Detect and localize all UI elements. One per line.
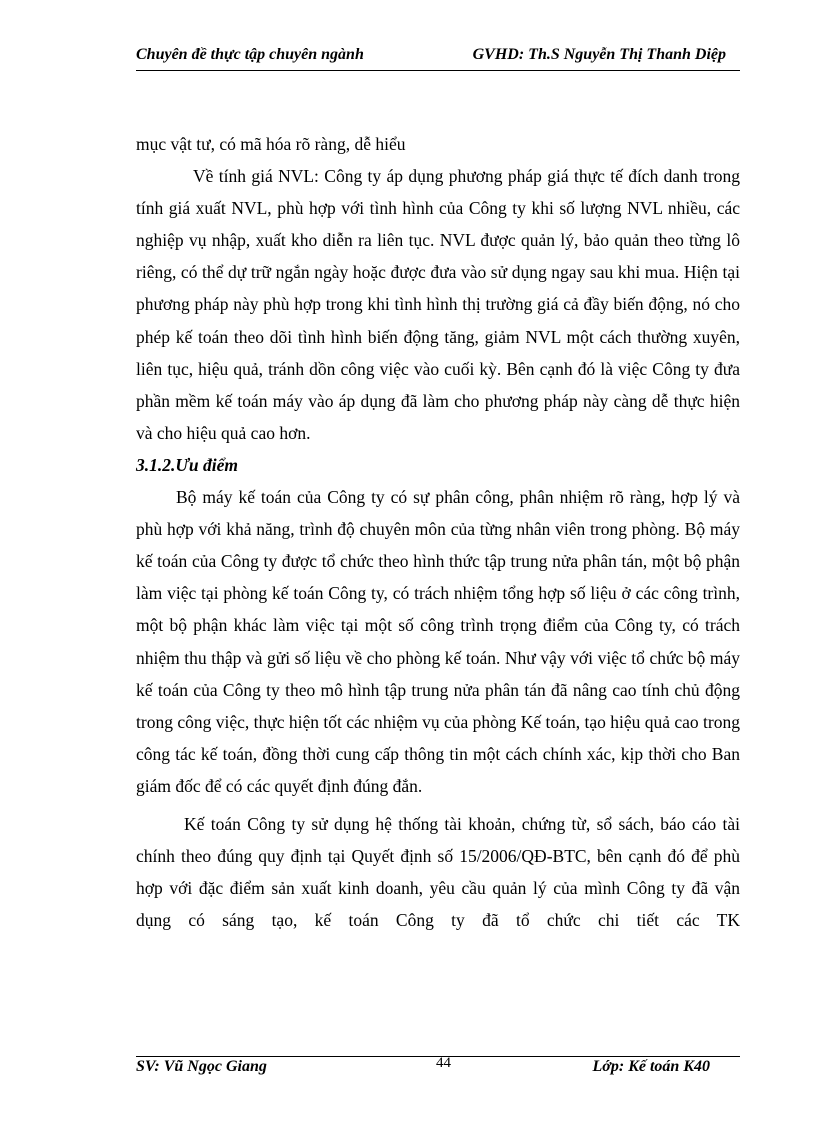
section-heading-advantages: 3.1.2.Ưu điểm [136,454,239,475]
page-number: 44 [436,1055,451,1071]
header-advisor: GVHD: Th.S Nguyễn Thị Thanh Diệp [472,46,726,63]
paragraph-accounting-structure: Bộ máy kế toán của Công ty có sự phân công, phân nhiệm rõ ràng, hợp lý và phù hợp với khả năng, trình độ chuyên môn của từng nhân viên trong phòng. Bộ máy kế toán của Công ty được tổ chức theo hình thức tập trung nửa phân tán, một bộ phận làm việc tại phòng kế toán Công ty, có trách nhiệm tổng hợp số liệu ở các công trình, một bộ phận khác làm việc tại một số công trình trọng điểm của Công ty, có trách nhiệm thu thập và gửi số liệu về cho phòng kế toán. Như vậy với việc tổ chức bộ máy kế toán của Công ty theo mô hình tập trung nửa phân tán đã nâng cao tính chủ động trong công việc, thực hiện tốt các nhiệm vụ của phòng Kế toán, tạo hiệu quả cao trong công tác kế toán, đồng thời cung cấp thông tin một cách chính xác, kịp thời cho Ban giám đốc để có các quyết định đúng đắn. [136,487,740,796]
page-footer [136,1055,740,1082]
header-title: Chuyên đề thực tập chuyên ngành [136,46,364,63]
paragraph-pricing-method: Về tính giá NVL: Công ty áp dụng phương pháp giá thực tế đích danh trong tính giá xuất NVL, phù hợp với tình hình của Công ty khi số lượng NVL nhiều, các nghiệp vụ nhập, xuất kho diễn ra liên tục. NVL được quản lý, bảo quản theo từng lô riêng, có thể dự trữ ngắn ngày hoặc được đưa vào sử dụng ngay sau khi mua. Hiện tại phương pháp này phù hợp trong khi tình hình thị trường giá cả đầy biến động, nó cho phép kế toán theo dõi tình hình biến động tăng, giảm NVL một cách thường xuyên, liên tục, hiệu quả, tránh dồn công việc vào cuối kỳ. Bên cạnh đó là việc Công ty đưa phần mềm kế toán máy vào áp dụng đã làm cho phương pháp này càng dễ thực hiện và cho hiệu quả cao hơn. [136,166,740,443]
document-body [136,128,740,936]
page-header [136,44,740,71]
footer-class: Lớp: Kế toán K40 [592,1058,710,1075]
paragraph-accounting-system: Kế toán Công ty sử dụng hệ thống tài khoản, chứng từ, sổ sách, báo cáo tài chính theo đúng quy định tại Quyết định số 15/2006/QĐ-BTC, bên cạnh đó để phù hợp với đặc điểm sản xuất kinh doanh, yêu cầu quản lý của mình Công ty đã vận dụng có sáng tạo, kế toán Công ty đã tổ chức chi tiết các TK [136,813,740,931]
paragraph-continuation: mục vật tư, có mã hóa rõ ràng, dễ hiểu [136,134,406,154]
footer-student: SV: Vũ Ngọc Giang [136,1058,267,1075]
